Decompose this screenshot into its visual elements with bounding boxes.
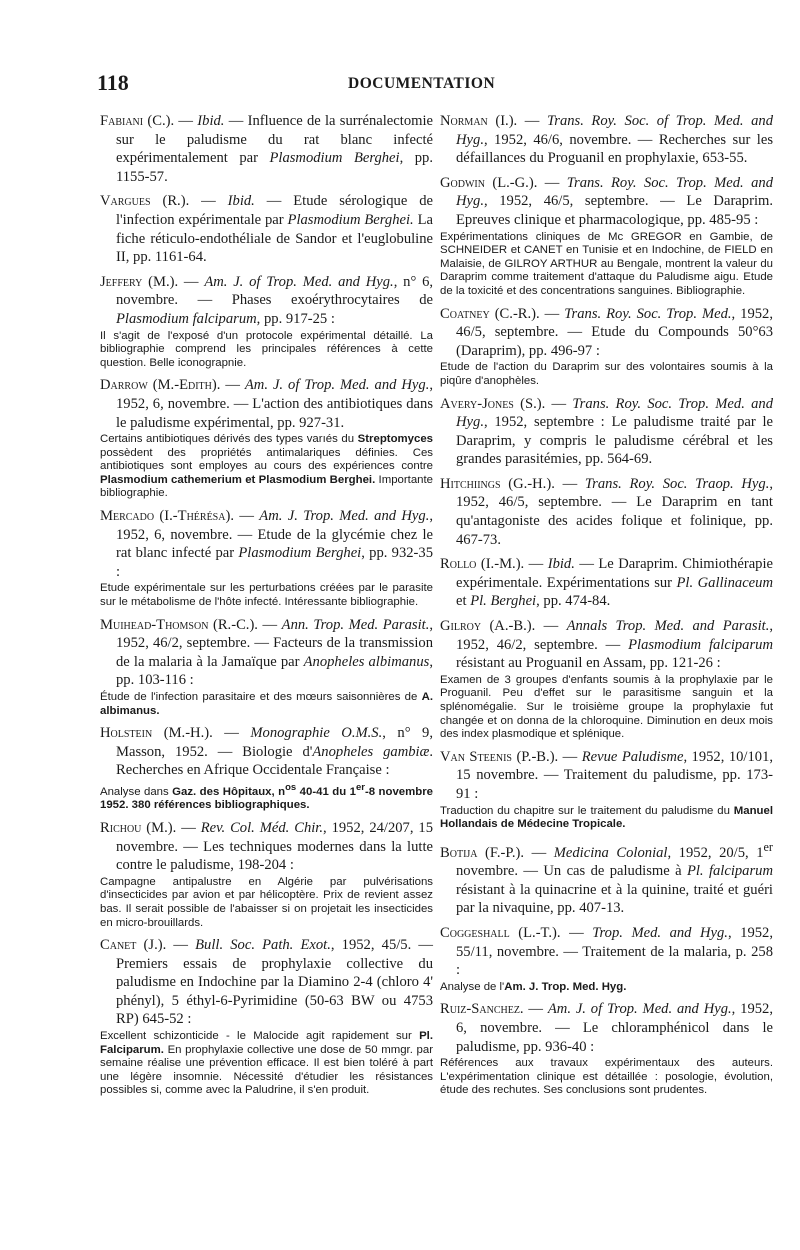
bibliography-entry [440,112,773,168]
author-name: Jeffery (M.). [100,273,179,290]
abstract-note: Campagne antipalustre en Algérie par pulvérisations d'insecticides par avion et par hélicoptère. Prix de revient assez bas. Il serait possible de l'abaisser si on projetait les insecticides en micro-brouillards. [100,875,433,929]
citation-text: — Am. J. of Trop. Med. and Hyg., n° 6, novembre. — Phases exoérythrocytaires de Plasmodium falciparum, pp. 917-25 : [116,273,434,327]
bibliography-entry [440,1000,773,1098]
author-name: Botija (F.-P.). [440,844,525,861]
citation [440,475,773,549]
bibliography-entry [100,273,433,371]
page-number: 118 [97,70,129,95]
author-name: Coggeshall (L.-T.). [440,924,561,941]
bibliography-entry [440,395,773,469]
citation [100,376,433,432]
citation [100,112,433,186]
author-name: Norman (I.). [440,113,518,129]
bibliography-entry [100,192,433,266]
author-name: Ruiz-Sanchez. [440,1001,524,1018]
citation [440,748,773,804]
running-head: DOCUMENTATION [348,75,496,92]
citation [440,395,773,469]
author-name: Muihead-Thomson (R.-C.). [100,616,258,633]
abstract-note: Expérimentations cliniques de Mc GREGOR en Gambie, de SCHNEIDER et CANET en Tunisie et en Indochine, de FIELD en Malaisie, de GILROY ARTHUR au Bengale, montrent la valeur du Daraprim comme traitement d'attaque du Paludisme aigu. Etude de la toxicité et des concentrations sanguines. Bibliographie. [440,230,773,297]
citation [440,1000,773,1056]
bibliography-entry [440,748,773,832]
bibliography-entry [100,616,433,719]
author-name: Avery-Jones (S.). [440,395,546,412]
abstract-note: Traduction du chapitre sur le traitement du paludisme du Manuel Hollandais de Médecine Tropicale. [440,804,773,831]
citation-text: — Am. J. of Trop. Med. and Hyg., 1952, 6, novembre. — L'action des antibiotiques dans le paludisme expérimental, pp. 927-31. [116,377,434,431]
citation-text: — Medicina Colonial, 1952, 20/5, 1er novembre. — Un cas de paludisme à Pl. falciparum résistant à la quinacrine et à la quinine, traité et guéri par la nivaquine, pp. 407-13. [456,839,773,917]
citation [440,305,773,361]
bibliography-entry [440,924,773,994]
citation [100,724,433,780]
bibliography-entry [440,617,773,742]
citation [100,507,433,581]
left-column [100,112,433,1104]
citation-text: — Trans. Roy. Soc. Trop. Med. and Hyg., 1952, septembre : Le paludisme traité par le Daraprim, y compris le paludisme cérébral et les grandes parasitémies, pp. 564-69. [456,395,773,468]
bibliography-entry [100,819,433,930]
citation-text: — Ann. Trop. Med. Parasit., 1952, 46/2, septembre. — Facteurs de la transmission de la malaria à la Jamaïque par Anopheles albimanus, pp. 103-116 : [116,616,434,689]
author-name: Darrow (M.-Edith). [100,377,221,394]
abstract-note: Certains antibiotiques dérivés des types varıés du Streptomyces possèdent des propriétés antimalariques définies. Ces antibiotiques sont employes au cours des expériences contre Plasmodium cathemerium et Plasmodium Berghei. Importante bibliographie. [100,433,433,500]
citation-text: — Am. J. of Trop. Med. and Hyg., 1952, 6, novembre. — Le chloramphénicol dans le paludisme, pp. 936-40 : [456,1001,774,1055]
citation [100,192,433,266]
author-name: Hitchiings (G.-H.). [440,475,555,492]
citation [440,174,773,230]
bibliography-entry [100,724,433,813]
abstract-note: Il s'agit de l'exposé d'un protocole expérimental détaillé. La bibliographie comprend les principales références à cette question. Belle iconograpnie. [100,329,433,369]
bibliography-entry [440,174,773,299]
abstract-note: Analyse de l'Am. J. Trop. Med. Hyg. [440,980,627,993]
bibliography-entry [440,475,773,549]
citation-text: — Trans. Roy. Soc. Trop. Med. and Hyg., 1952, 46/5, septembre. — Le Daraprim. Epreuves clinique et pharmacologique, pp. 485-95 : [456,174,773,228]
author-name: Coatney (C.-R.). [440,305,540,322]
citation [440,555,773,611]
bibliography-entry [440,838,773,918]
bibliography-entry [100,507,433,610]
author-name: Godwin (L.-G.). [440,174,538,191]
citation [100,616,433,690]
author-name: Van Steenis (P.-B.). [440,748,559,765]
author-name: Mercado (I.-Thérésa). [100,508,234,525]
citation [440,617,773,673]
citation-text: — Bull. Soc. Path. Exot., 1952, 45/5. — Premiers essais de prophylaxie collective du paludisme en Indochine par la Diamino 2-4 (chloro 4' phényl), 5 éthyl-6-Pyrimidine (50-63 BW ou 4753 RP) 645-52 : [116,937,433,1028]
citation-text: — Monographie O.M.S., n° 9, Masson, 1952. — Biologie d'Anopheles gambiæ. Recherches en Afrique Occidentale Française : [116,725,433,779]
citation-text: — Ibid. — Le Daraprim. Chimiothérapie expérimentale. Expérimentations sur Pl. Gallinaceum et Pl. Berghei, pp. 474-84. [456,556,773,610]
citation-text: — Ibid. — Etude sérologique de l'infection expérimentale par Plasmodium Berghei. La fiche réticulo-endothéliale de Sandor et l'euglobuline II, pp. 1161-64. [116,193,433,266]
bibliography-entry [440,305,773,389]
citation [440,924,773,980]
author-name: Fabiani (C.). [100,113,175,129]
author-name: Holstein (M.-H.). [100,725,213,742]
citation-text: — Annals Trop. Med. and Parasit., 1952, 46/2, septembre. — Plasmodium falciparum résistant au Proguanil en Assam, pp. 121-26 : [456,618,774,672]
author-name: Rollo (I.-M.). [440,556,525,573]
citation [440,112,773,168]
bibliography-entry [100,936,433,1098]
abstract-note: Etude expérimentale sur les perturbations créées par le parasite sur le métabolisme de l'hôte infecté. Intéressante bibliographie. [100,582,433,609]
right-column [440,112,773,1104]
author-name: Canet (J.). [100,937,167,954]
abstract-note: Excellent schizonticide - le Malocide agit rapidement sur Pl. Falciparum. En prophylaxie collective une dose de 50 mmgr. par semaine réalise une prévention efficace. Il est bien toléré à part une légère insomnie. Nécessité d'étudier les résistances possibles si, comme avec la Paludrine, il s'en produit. [100,1030,433,1097]
citation [100,936,433,1029]
abstract-note: Références aux travaux expérimentaux des auteurs. L'expérimentation clinique est détaillée : posologie, évolution, étude des rechutes. Ses conclusions sont prudentes. [440,1057,773,1097]
citation [100,819,433,875]
citation-text: — Trans. Roy. Soc. of Trop. Med. and Hyg., 1952, 46/6, novembre. — Recherches sur les défaillances du Proguanil en prophylaxie, 653-55. [456,113,774,167]
author-name: Gilroy (A.-B.). [440,618,536,635]
author-name: Richou (M.). [100,819,177,836]
citation-text: — Am. J. Trop. Med. and Hyg., 1952, 6, novembre. — Etude de la glycémie chez le rat blanc infecté par Plasmodium Berghei, pp. 932-35 : [116,508,434,580]
bibliography-entry [100,112,433,186]
citation [440,838,773,918]
citation-text: — Revue Paludisme, 1952, 10/101, 15 novembre. — Traitement du paludisme, pp. 173-91 : [456,748,774,802]
citation-text: — Rev. Col. Méd. Chir., 1952, 24/207, 15 novembre. — Les techniques modernes dans la lutte contre le paludisme, 198-204 : [116,819,434,874]
citation-text: — Trop. Med. and Hyg., 1952, 55/11, novembre. — Traitement de la malaria, p. 258 : [456,924,773,979]
citation-text: — Trans. Roy. Soc. Trop. Med., 1952, 46/5, septembre. — Etude du Compounds 50°63 (Daraprim), pp. 496-97 : [456,305,773,359]
bibliography-entry [100,376,433,501]
author-name: Vargues (R.). [100,193,190,210]
citation [100,273,433,329]
citation-text: — Ibid. — Influence de la surrénalectomie sur le paludisme du rat blanc infecté expérimentalement par Plasmodium Berghei, pp. 1155-57. [116,113,433,185]
citation-text: — Trans. Roy. Soc. Traop. Hyg., 1952, 46/5, septembre. — Le Daraprim en tant qu'antagoniste des acides folique et folinique, pp. 467-73. [456,475,774,548]
bibliography-entry [440,555,773,611]
abstract-note: Analyse dans Gaz. des Hôpitaux, $n^{os}$ 40-41 du 1er-8 novembre 1952. 380 références bibliographiques. [100,781,433,812]
abstract-note: Étude de l'infection parasitaire et des mœurs saisonnières de A. albimanus. [100,691,433,717]
abstract-note: Etude de l'action du Daraprim sur des volontaires soumis à la piqûre d'anophèles. [440,361,773,387]
abstract-note: Examen de 3 groupes d'enfants soumis à la prophylaxie par le Proguanil. Peu d'effet sur le parasitisme sanguin et la splénomégalie. Sur le troisième groupe la prophylaxie fut changée et on donna de la chloroquine. Diminution en deux mois des index plasmodique et splénique. [440,673,773,741]
